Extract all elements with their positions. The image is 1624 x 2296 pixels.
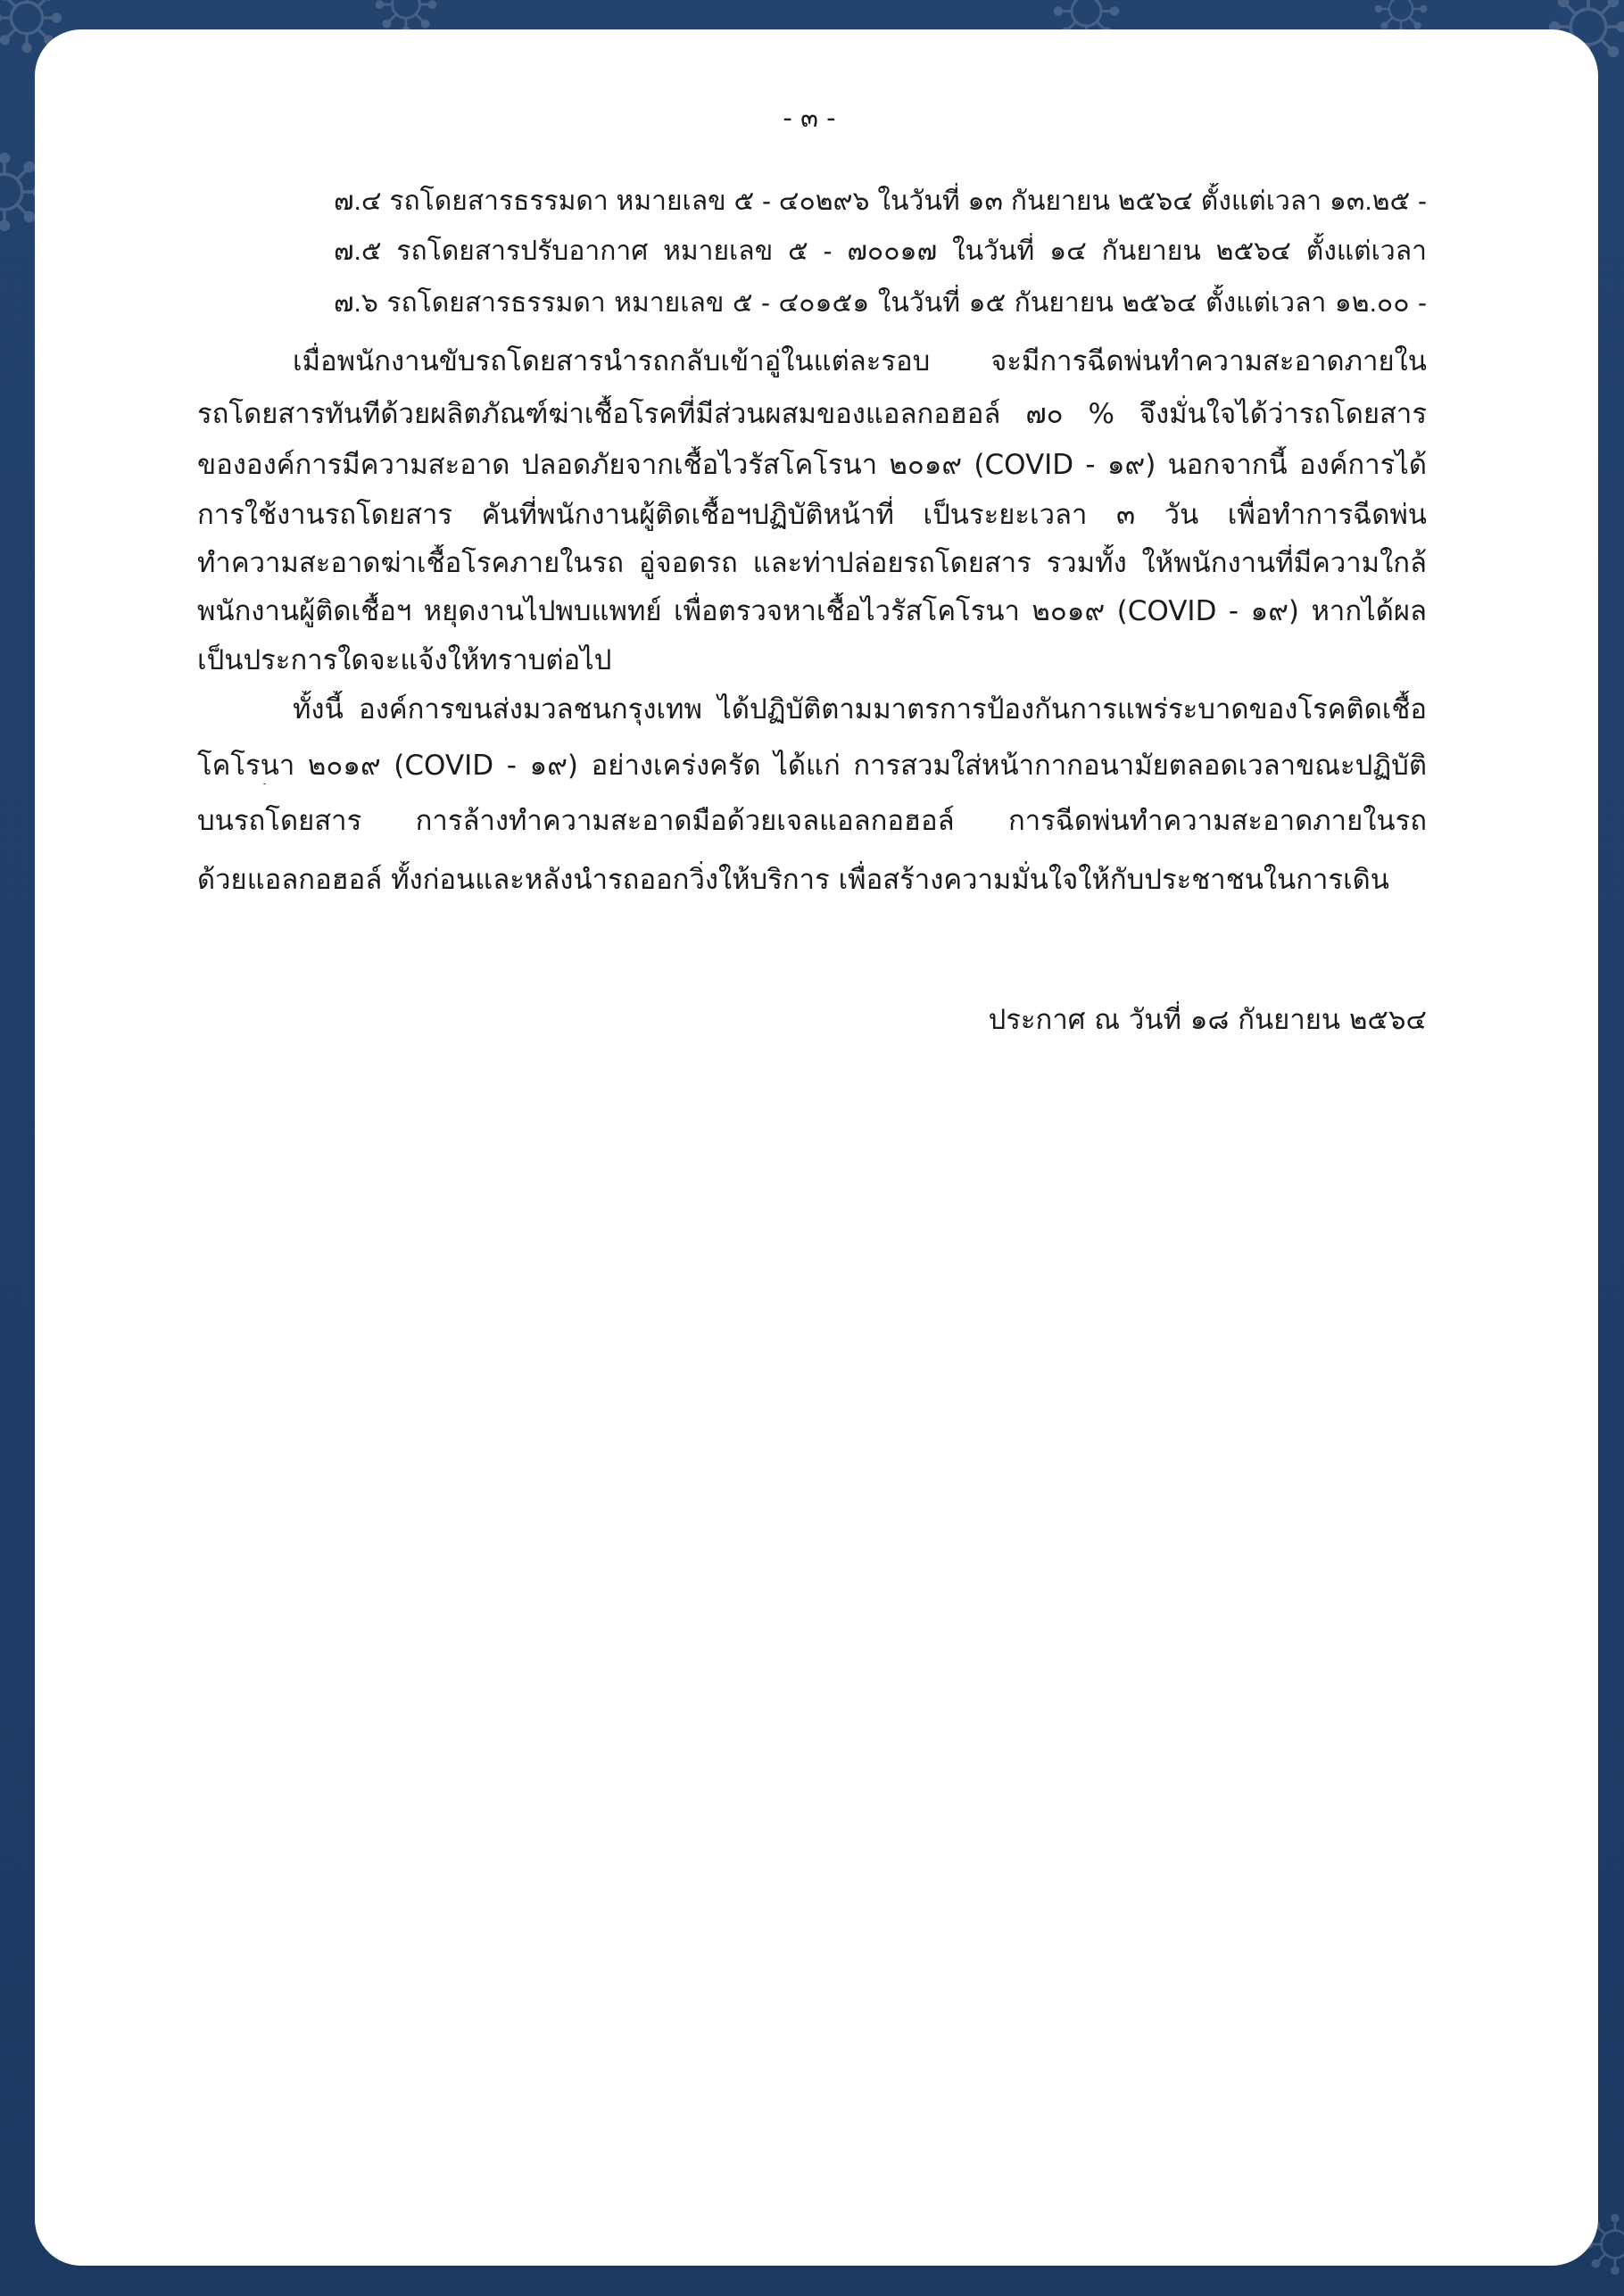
paragraph-line: เป็นประการใดจะแจ้งให้ทราบต่อไป xyxy=(197,644,612,676)
list-item: ๗.๔ รถโดยสารธรรมดา หมายเลข ๕ - ๔๐๒๙๖ ในวันที่ ๑๓ กันยายน ๒๕๖๔ ตั้งแต่เวลา ๑๓.๒๕ - xyxy=(334,186,1427,216)
paragraph-line: ด้วยแอลกอฮอล์ ทั้งก่อนและหลังนำรถออกวิ่งให้บริการ เพื่อสร้างความมั่นใจให้กับประชาชนในการเดิน xyxy=(197,864,1389,896)
paragraph-line: ขององค์การมีความสะอาด ปลอดภัยจากเชื้อไวรัสโคโรนา ๒๐๑๙ (COVID - ๑๙) นอกจากนี้ องค์การได้ xyxy=(197,449,1427,481)
list-item: ๗.๖ รถโดยสารธรรมดา หมายเลข ๕ - ๔๐๑๕๑ ในวันที่ ๑๕ กันยายน ๒๕๖๔ ตั้งแต่เวลา ๑๒.๐๐ - xyxy=(334,288,1427,318)
paragraph-line: เมื่อพนักงานขับรถโดยสารนำรถกลับเข้าอู่ในแต่ละรอบ จะมีการฉีดพ่นทำความสะอาดภายใน xyxy=(293,345,1427,377)
document-page xyxy=(35,29,1598,2266)
paragraph-line: ทั้งนี้ องค์การขนส่งมวลชนกรุงเทพ ได้ปฏิบัติตามมาตรการป้องกันการแพร่ระบาดของโรคติดเชื้อ xyxy=(293,693,1427,725)
paragraph-line: ทำความสะอาดฆ่าเชื้อโรคภายในรถ อู่จอดรถ และท่าปล่อยรถโดยสาร รวมทั้ง ให้พนักงานที่มีความใกล้ xyxy=(197,547,1427,579)
list-item: ๗.๕ รถโดยสารปรับอากาศ หมายเลข ๕ - ๗๐๐๑๗ ในวันที่ ๑๔ กันยายน ๒๕๖๔ ตั้งแต่เวลา xyxy=(334,236,1427,266)
paragraph-line: การใช้งานรถโดยสาร คันที่พนักงานผู้ติดเชื้อฯปฏิบัติหน้าที่ เป็นระยะเวลา ๓ วัน เพื่อทำการฉีดพ่น xyxy=(197,499,1427,531)
paragraph-line: รถโดยสารทันทีด้วยผลิตภัณฑ์ฆ่าเชื้อโรคที่มีส่วนผสมของแอลกอฮอล์ ๗๐ % จึงมั่นใจได้ว่ารถโดยสาร xyxy=(197,398,1427,430)
page-number: - ๓ - xyxy=(783,103,836,133)
paragraph-line: พนักงานผู้ติดเชื้อฯ หยุดงานไปพบแพทย์ เพื่อตรวจหาเชื้อไวรัสโคโรนา ๒๐๑๙ (COVID - ๑๙) หากได้ผล xyxy=(197,595,1427,627)
paragraph-line: บนรถโดยสาร การล้างทำความสะอาดมือด้วยเจลแอลกอฮอล์ การฉีดพ่นทำความสะอาดภายในรถ xyxy=(197,805,1427,837)
announcement-date: ประกาศ ณ วันที่ ๑๘ กันยายน ๒๕๖๔ xyxy=(988,1004,1427,1036)
paragraph-line: โคโรนา ๒๐๑๙ (COVID - ๑๙) อย่างเคร่งครัด ได้แก่ การสวมใส่หน้ากากอนามัยตลอดเวลาขณะปฏิบัติ xyxy=(197,750,1427,782)
